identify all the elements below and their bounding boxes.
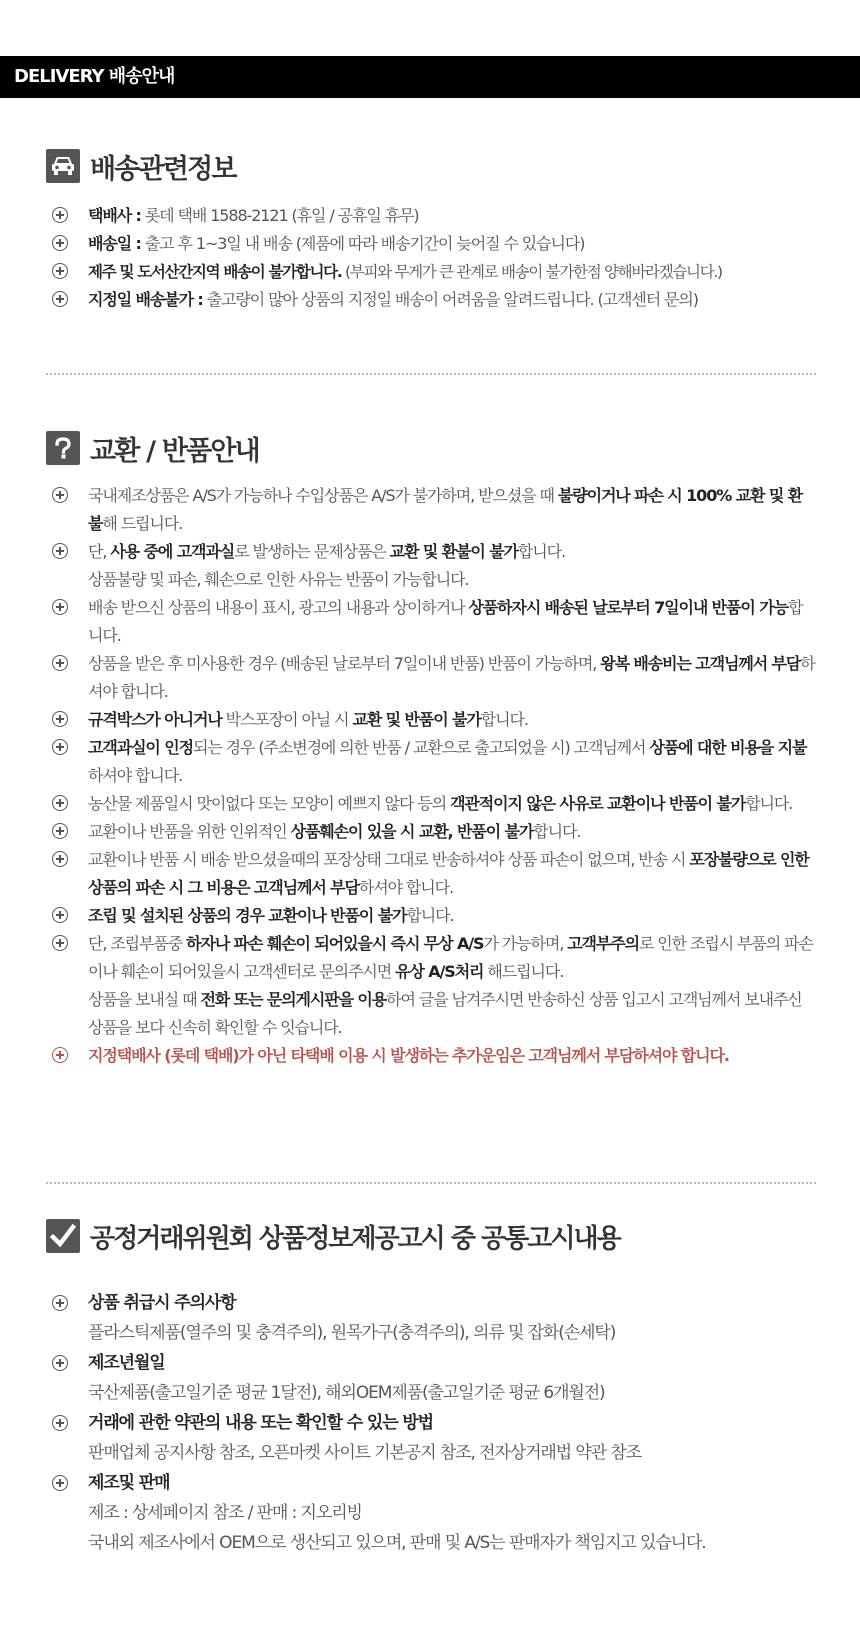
item-text: 출고량이 많아 상품의 지정일 배송이 어려움을 알려드립니다. (고객센터 문의)	[202, 290, 698, 309]
plus-circle-icon	[52, 823, 68, 839]
item-bold: 포장불량으로 인한 상품의 파손 시 그 비용은 고객님께서 부담	[88, 850, 809, 897]
list-item	[46, 286, 816, 314]
plus-circle-icon	[52, 1295, 68, 1311]
plus-circle-icon	[52, 739, 68, 755]
item-value: 플라스틱제품(열주의 및 충격주의), 원목가구(충격주의), 의류 및 잡화(손세탁)	[88, 1323, 616, 1343]
list-item	[46, 538, 816, 594]
item-bold: 상품하자시 배송된 날로부터 7일이내 반품이 가능	[468, 598, 788, 617]
item-text: 로 인한 조립시 부품의 파손이나 훼손이 되어있을시 고객센터로 문의주시면	[88, 934, 813, 981]
item-text: 국내제조상품은 A/S가 가능하나 수입상품은 A/S가 불가하며, 받으셨을 때	[88, 486, 558, 505]
item-bold: 지정일 배송불가 :	[88, 290, 203, 309]
returns-heading	[46, 428, 816, 468]
list-item	[46, 706, 816, 734]
item-bold: 상품에 대한 비용을 지불	[649, 738, 807, 757]
item-bold: 고객부주의	[567, 934, 639, 953]
list-item	[46, 1348, 816, 1408]
plus-circle-icon	[52, 1415, 68, 1431]
list-item	[46, 230, 816, 258]
delivery-info-list	[46, 202, 816, 314]
item-bold: 규격박스가 아니거나	[88, 710, 222, 729]
notice-title: 공정거래위원회 상품정보제공고시 중 공통고시내용	[90, 1223, 620, 1254]
item-text: 합니다.	[406, 906, 454, 925]
item-text: 농산물 제품일시 맛이없다 또는 모양이 예쁘지 않다 등의	[88, 794, 451, 813]
list-item	[46, 202, 816, 230]
item-bold: 객관적이지 않은 사유로 교환이나 반품이 불가	[450, 794, 746, 813]
item-text: 하셔야 합니다.	[358, 878, 453, 897]
item-text: 상품불량 및 파손, 훼손으로 인한 사유는 반품이 가능합니다.	[88, 570, 469, 589]
item-text: 해 드립니다.	[102, 514, 183, 533]
list-item	[46, 1468, 816, 1558]
list-item-highlight	[46, 1042, 816, 1070]
item-bold: 조립 및 설치된 상품의 경우 교환이나 반품이 불가	[88, 906, 407, 925]
checkmark-icon	[46, 1219, 80, 1253]
delivery-info-section	[46, 146, 816, 314]
item-text: 상품을 받은 후 미사용한 경우 (배송된 날로부터 7일이내 반품) 반품이 가능하며,	[88, 654, 601, 673]
item-value: 국산제품(출고일기준 평균 1달전), 해외OEM제품(출고일기준 평균 6개월전)	[88, 1383, 605, 1403]
notice-heading	[46, 1216, 816, 1256]
item-title: 거래에 관한 약관의 내용 또는 확인할 수 있는 방법	[88, 1413, 433, 1433]
delivery-header-bar	[0, 56, 860, 98]
item-text: 되는 경우 (주소변경에 의한 반품 / 교환으로 출고되었을 시) 고객님께서	[192, 738, 650, 757]
item-bold: 택배사 :	[88, 206, 141, 225]
notice-list	[46, 1288, 816, 1558]
item-text: 합니다.	[533, 822, 581, 841]
item-title: 상품 취급시 주의사항	[88, 1293, 236, 1313]
list-item	[46, 1408, 816, 1468]
item-text: 하셔야 합니다.	[88, 654, 815, 701]
item-bold: 하자나 파손 훼손이 되어있을시 즉시 무상 A/S	[186, 934, 484, 953]
car-icon	[46, 149, 80, 183]
returns-section	[46, 428, 816, 1070]
item-text: 롯데 택배 1588-2121 (휴일 / 공휴일 휴무)	[140, 206, 419, 225]
item-text: 박스포장이 아닐 시	[221, 710, 353, 729]
list-item	[46, 930, 816, 1042]
plus-circle-icon	[52, 795, 68, 811]
item-text: 상품을 보내실 때	[88, 990, 201, 1009]
returns-title: 교환 / 반품안내	[90, 435, 259, 467]
plus-circle-icon	[52, 291, 68, 307]
returns-list	[46, 482, 816, 1070]
item-text: 배송 받으신 상품의 내용이 표시, 광고의 내용과 상이하거나	[88, 598, 469, 617]
item-text: 하여 글을 남겨주시면 반송하신 상품 입고시 고객님께서 보내주신 상품을 보다 신속히 확인할 수 잇습니다.	[88, 990, 802, 1037]
plus-circle-icon	[52, 207, 68, 223]
item-text: 단,	[88, 542, 111, 561]
item-text: 합니다.	[88, 598, 803, 645]
item-title: 제조및 판매	[88, 1473, 170, 1493]
plus-circle-icon	[52, 487, 68, 503]
plus-circle-icon	[52, 1355, 68, 1371]
plus-circle-icon	[52, 655, 68, 671]
item-text: 단, 조립부품중	[88, 934, 187, 953]
item-bold: 교환 및 반품이 불가	[352, 710, 481, 729]
item-value: 제조 : 상세페이지 참조 / 판매 : 지오리빙	[88, 1503, 362, 1523]
item-bold: 교환 및 환불이 불가	[389, 542, 518, 561]
item-text: 교환이나 반품을 위한 인위적인	[88, 822, 291, 841]
item-text: 출고 후 1~3일 내 배송 (제품에 따라 배송기간이 늦어질 수 있습니다)	[140, 234, 585, 253]
list-item	[46, 902, 816, 930]
item-bold: 불량이거나 파손 시 100% 교환 및 환불	[88, 486, 802, 533]
delivery-info-title: 배송관련정보	[90, 153, 236, 185]
list-item	[46, 818, 816, 846]
list-item	[46, 258, 816, 286]
item-value: 판매업체 공지사항 참조, 오픈마켓 사이트 기본공지 참조, 전자상거래법 약관 참조	[88, 1443, 641, 1463]
plus-circle-icon	[52, 599, 68, 615]
list-item	[46, 790, 816, 818]
item-text: 가 가능하며,	[483, 934, 568, 953]
plus-circle-icon	[52, 235, 68, 251]
list-item	[46, 846, 816, 902]
item-bold: 사용 중에 고객과실	[110, 542, 235, 561]
item-text: (부피와 무게가 큰 관계로 배송이 불가한점 양해바라겠습니다.)	[341, 263, 722, 281]
item-bold: 전화 또는 문의게시판을 이용	[200, 990, 387, 1009]
section-divider	[46, 373, 816, 375]
item-bold: 배송일 :	[88, 234, 141, 253]
plus-circle-icon	[52, 263, 68, 279]
list-item	[46, 594, 816, 650]
item-bold: 유상 A/S처리	[395, 962, 484, 981]
list-item	[46, 650, 816, 706]
section-divider	[46, 1182, 816, 1184]
list-item	[46, 482, 816, 538]
question-icon	[46, 431, 80, 465]
item-text: 로 발생하는 문제상품은	[234, 542, 390, 561]
item-bold: 제주 및 도서산간지역 배송이 불가합니다.	[88, 263, 342, 281]
plus-circle-icon	[52, 711, 68, 727]
item-text: 해드립니다.	[483, 962, 564, 981]
item-text: 교환이나 반품 시 배송 받으셨을때의 포장상태 그대로 반송하셔야 상품 파손이 없으며, 반송 시	[88, 850, 690, 869]
item-bold: 왕복 배송비는 고객님께서 부담	[600, 654, 801, 673]
plus-circle-icon	[52, 851, 68, 867]
item-bold: 고객과실이 인정	[88, 738, 193, 757]
plus-circle-icon	[52, 1475, 68, 1491]
plus-circle-icon	[52, 907, 68, 923]
item-text: 합니다.	[517, 542, 565, 561]
list-item	[46, 1288, 816, 1348]
notice-section	[46, 1216, 816, 1558]
plus-circle-icon	[52, 1047, 68, 1063]
item-text: 하셔야 합니다.	[88, 766, 183, 785]
plus-circle-icon	[52, 935, 68, 951]
delivery-header-label: DELIVERY 배송안내	[14, 66, 175, 87]
item-text: 합니다.	[480, 710, 528, 729]
item-bold: 지정택배사 (롯데 택배)가 아닌 타택배 이용 시 발생하는 추가운임은 고객님께서 부담하셔야 합니다.	[88, 1046, 729, 1065]
delivery-info-heading	[46, 146, 816, 186]
item-bold: 상품훼손이 있을 시 교환, 반품이 불가	[290, 822, 534, 841]
plus-circle-icon	[52, 543, 68, 559]
item-value: 국내외 제조사에서 OEM으로 생산되고 있으며, 판매 및 A/S는 판매자가 책임지고 있습니다.	[88, 1533, 706, 1553]
item-text: 합니다.	[745, 794, 793, 813]
item-title: 제조년월일	[88, 1353, 165, 1373]
list-item	[46, 734, 816, 790]
